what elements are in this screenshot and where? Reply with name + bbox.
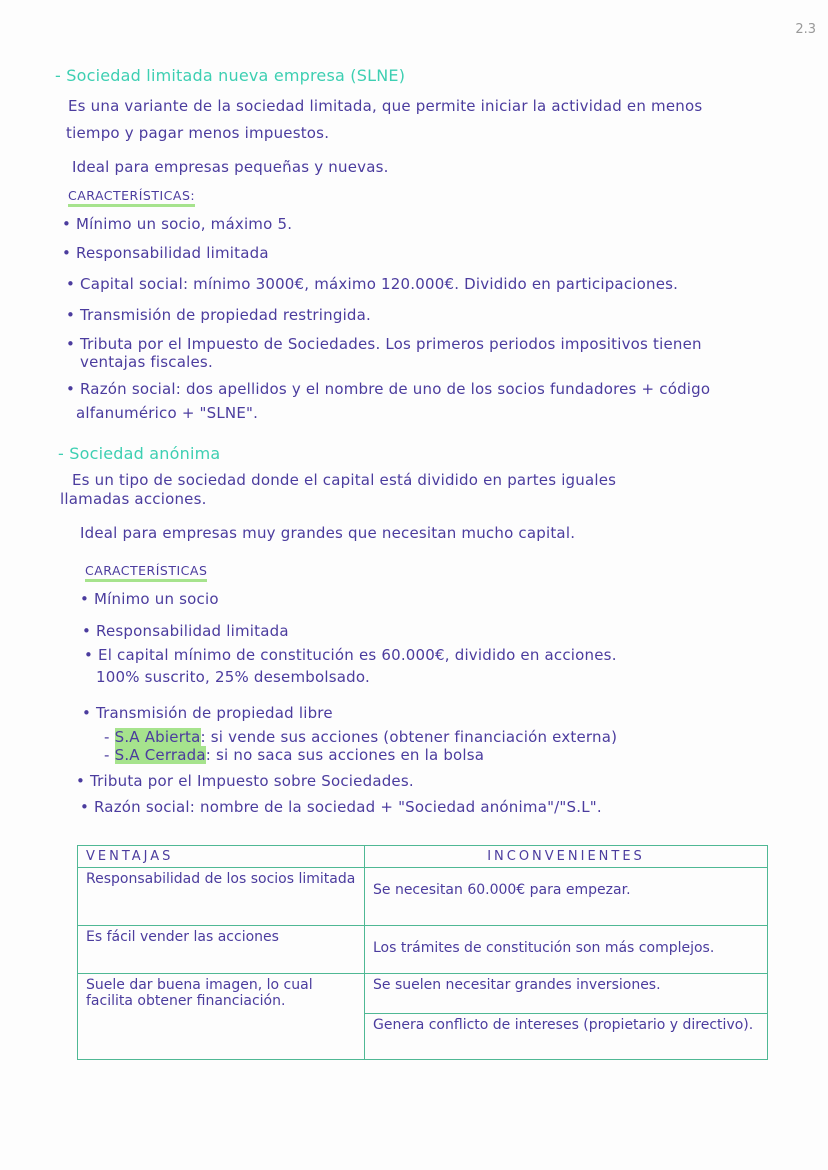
table-header-ventajas: VENTAJAS xyxy=(78,846,365,868)
sa-characteristics-label: CARACTERÍSTICAS xyxy=(85,563,207,582)
slne-bullet-cont: ventajas fiscales. xyxy=(80,353,213,371)
table-cell-ventaja: Es fácil vender las acciones xyxy=(78,926,365,974)
sa-title: - Sociedad anónima xyxy=(58,444,221,463)
sa-intro-line: Ideal para empresas muy grandes que necesitan mucho capital. xyxy=(80,524,576,542)
sa-intro-line: llamadas acciones. xyxy=(60,490,207,508)
pros-cons-table xyxy=(77,845,768,1060)
sa-bullet: • Responsabilidad limitada xyxy=(82,622,289,640)
sa-abierta-label: S.A Abierta xyxy=(114,728,201,746)
sa-intro-line: Es un tipo de sociedad donde el capital está dividido en partes iguales xyxy=(72,471,617,489)
slne-bullet-cont: alfanumérico + "SLNE". xyxy=(76,404,259,422)
sa-abierta-text: : si vende sus acciones (obtener financiación externa) xyxy=(200,728,618,746)
table-cell-inconveniente: Genera conflicto de intereses (propietario y directivo). xyxy=(365,1014,768,1060)
slne-characteristics-label: CARACTERÍSTICAS: xyxy=(68,188,195,207)
sa-bullet: • Tributa por el Impuesto sobre Sociedades. xyxy=(76,772,414,790)
page-number: 2.3 xyxy=(795,22,816,37)
slne-bullet: • Capital social: mínimo 3000€, máximo 120.000€. Dividido en participaciones. xyxy=(66,275,679,293)
slne-intro-line: tiempo y pagar menos impuestos. xyxy=(66,124,330,142)
slne-title: - Sociedad limitada nueva empresa (SLNE) xyxy=(55,66,406,85)
slne-bullet: • Responsabilidad limitada xyxy=(62,244,269,262)
sa-bullet: • Transmisión de propiedad libre xyxy=(82,704,333,722)
sa-cerrada-label: S.A Cerrada xyxy=(114,746,206,764)
table-cell-ventaja: Responsabilidad de los socios limitada xyxy=(78,868,365,926)
slne-intro-line: Ideal para empresas pequeñas y nuevas. xyxy=(72,158,389,176)
sa-bullet: • Razón social: nombre de la sociedad + "Sociedad anónima"/"S.L". xyxy=(80,798,602,816)
sa-cerrada-text: : si no saca sus acciones en la bolsa xyxy=(205,746,485,764)
table-cell-ventaja: Suele dar buena imagen, lo cual facilita obtener financiación. xyxy=(78,974,365,1060)
table-cell-inconveniente: Los trámites de constitución son más complejos. xyxy=(365,926,768,974)
slne-intro-line: Es una variante de la sociedad limitada, que permite iniciar la actividad en menos xyxy=(68,97,703,115)
slne-bullet: • Razón social: dos apellidos y el nombre de uno de los socios fundadores + código xyxy=(66,380,711,398)
sa-bullet: • Mínimo un socio xyxy=(80,590,219,608)
table-header-inconvenientes: INCONVENIENTES xyxy=(365,846,768,868)
slne-bullet: • Transmisión de propiedad restringida. xyxy=(66,306,372,324)
sa-sub-item: - S.A Cerrada: si no saca sus acciones en la bolsa xyxy=(104,746,485,764)
sa-sub-item: - S.A Abierta: si vende sus acciones (obtener financiación externa) xyxy=(104,728,618,746)
sa-bullet-cont: 100% suscrito, 25% desembolsado. xyxy=(96,668,370,686)
slne-bullet: • Tributa por el Impuesto de Sociedades. Los primeros periodos impositivos tienen xyxy=(66,335,702,353)
slne-bullet: • Mínimo un socio, máximo 5. xyxy=(62,215,293,233)
table-cell-inconveniente: Se necesitan 60.000€ para empezar. xyxy=(365,868,768,926)
table-cell-inconveniente: Se suelen necesitar grandes inversiones. xyxy=(365,974,768,1014)
sa-bullet: • El capital mínimo de constitución es 60.000€, dividido en acciones. xyxy=(84,646,617,664)
